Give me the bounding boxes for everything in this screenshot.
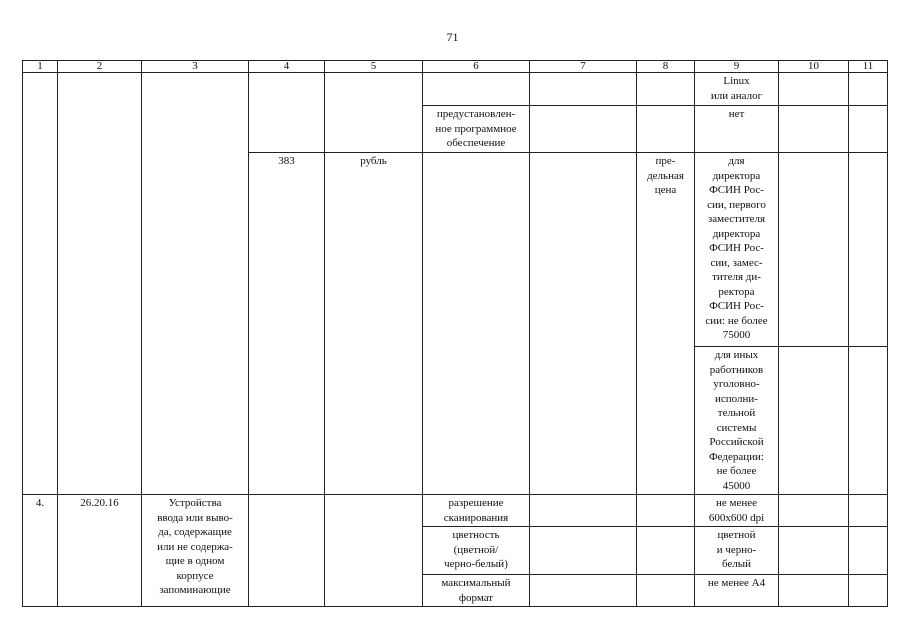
header-cell: 11 [849, 61, 888, 73]
cell-code [58, 73, 142, 495]
cell-unit-code [249, 73, 325, 153]
header-cell: 3 [142, 61, 249, 73]
cell-col8 [637, 527, 695, 575]
cell-col8 [637, 106, 695, 153]
cell-col10 [779, 495, 849, 527]
cell-col7 [530, 73, 637, 106]
cell-col10 [779, 347, 849, 495]
header-row [23, 61, 888, 73]
cell-unit-name [325, 73, 423, 153]
cell-code: 26.20.16 [58, 495, 142, 607]
cell-col8: пре- дельная цена [637, 153, 695, 495]
page-number: 71 [446, 30, 459, 44]
header-cell: 10 [779, 61, 849, 73]
cell-col10 [779, 575, 849, 607]
table-row [23, 73, 888, 106]
cell-value: для иных работников уголовно- исполни- тельной системы Российской Федерации: не более 45000 [695, 347, 779, 495]
header-cell: 6 [423, 61, 530, 73]
cell-col11 [849, 347, 888, 495]
cell-unit-code: 383 [249, 153, 325, 495]
cell-col11 [849, 527, 888, 575]
cell-col11 [849, 153, 888, 347]
cell-unit-code [249, 495, 325, 607]
cell-col8 [637, 495, 695, 527]
header-cell: 5 [325, 61, 423, 73]
cell-characteristic: разрешение сканирования [423, 495, 530, 527]
header-cell: 4 [249, 61, 325, 73]
table-row [23, 495, 888, 527]
cell-name: Устройства ввода или выво- да, содержащие или не содержа- щие в одном корпусе запоминающие [142, 495, 249, 607]
cell-item-number: 4. [23, 495, 58, 607]
header-cell: 1 [23, 61, 58, 73]
cell-characteristic: цветность (цветной/ черно-белый) [423, 527, 530, 575]
cell-col10 [779, 106, 849, 153]
cell-value: цветной и черно- белый [695, 527, 779, 575]
cell-col8 [637, 73, 695, 106]
cell-col11 [849, 495, 888, 527]
header-cell: 2 [58, 61, 142, 73]
cell-characteristic: максимальный формат [423, 575, 530, 607]
cell-value: нет [695, 106, 779, 153]
cell-col11 [849, 106, 888, 153]
requirements-table [22, 60, 888, 607]
header-cell: 7 [530, 61, 637, 73]
cell-characteristic [423, 153, 530, 495]
cell-value: Linux или аналог [695, 73, 779, 106]
cell-col7 [530, 106, 637, 153]
cell-col11 [849, 73, 888, 106]
cell-name [142, 73, 249, 495]
cell-value: не менее 600x600 dpi [695, 495, 779, 527]
cell-item-number [23, 73, 58, 495]
cell-col10 [779, 527, 849, 575]
cell-value: не менее А4 [695, 575, 779, 607]
cell-value: для директора ФСИН Рос- сии, первого заместителя директора ФСИН Рос- сии, замес- тителя ди- ректора ФСИН Рос- сии: не более 75000 [695, 153, 779, 347]
cell-col10 [779, 153, 849, 347]
header-cell: 9 [695, 61, 779, 73]
cell-characteristic [423, 73, 530, 106]
cell-col7 [530, 575, 637, 607]
cell-col10 [779, 73, 849, 106]
cell-unit-name [325, 495, 423, 607]
cell-col7 [530, 527, 637, 575]
cell-col8 [637, 575, 695, 607]
cell-col7 [530, 153, 637, 495]
cell-characteristic: предустановлен- ное программное обеспечение [423, 106, 530, 153]
cell-col11 [849, 575, 888, 607]
cell-unit-name: рубль [325, 153, 423, 495]
header-cell: 8 [637, 61, 695, 73]
cell-col7 [530, 495, 637, 527]
